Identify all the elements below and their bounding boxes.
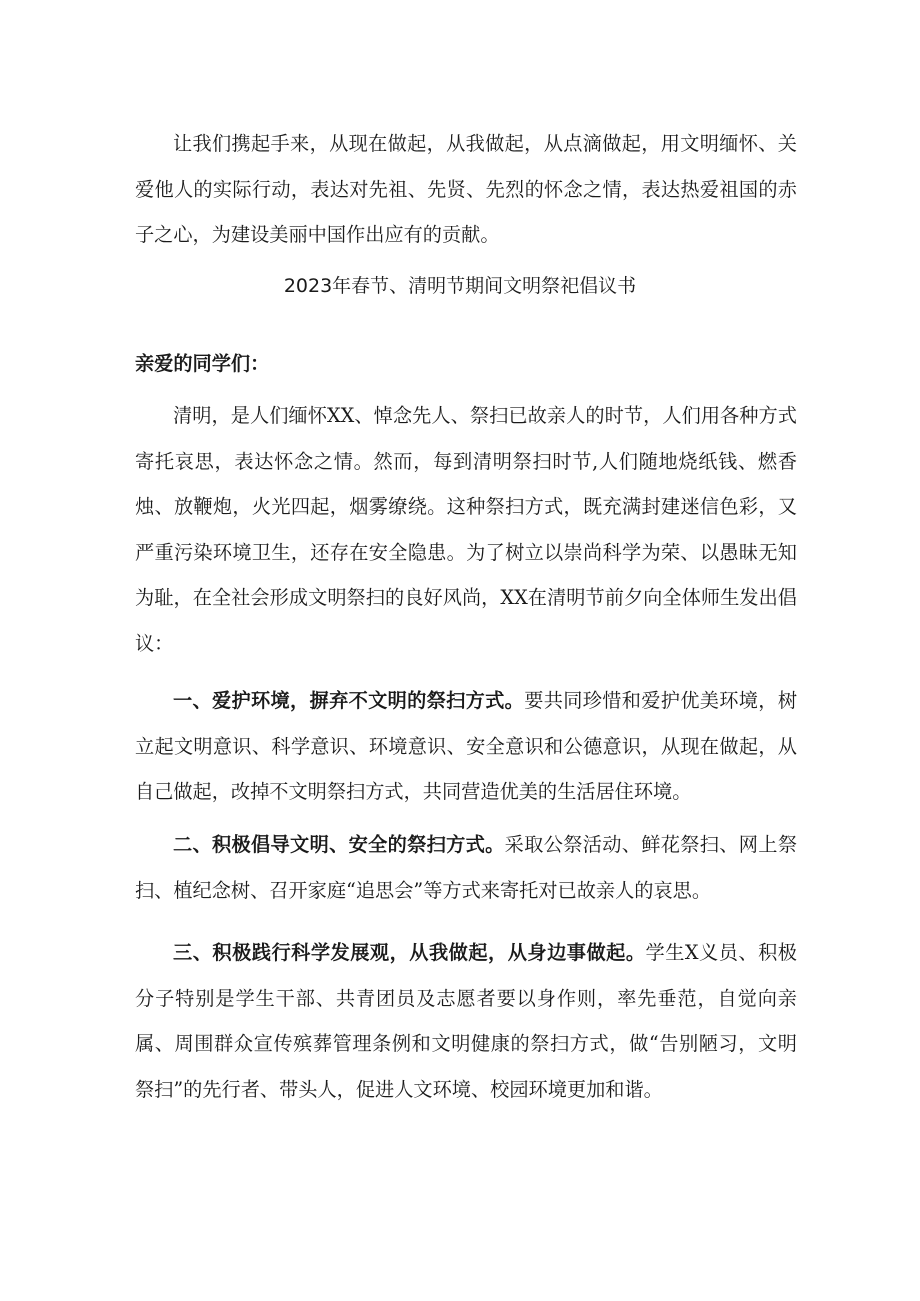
intro-paragraph: 清明，是人们缅怀XX、悼念先人、祭扫已故亲人的时节，人们用各种方式寄托哀思，表达怀念之情。然而，每到清明祭扫时节,人们随地烧纸钱、燃香烛、放鞭炮，火光四起，烟雾缭绕。这种祭扫方式，既充满封建迷信色彩，又严重污染环境卫生，还存在安全隐患。为了树立以崇尚科学为荣、以愚昧无知为耻，在全社会形成文明祭扫的良好风尚，XX在清明节前夕向全体师生发出倡议： xyxy=(135,404,797,655)
item-body-2: 采取公祭活动、鲜花祭扫、网上祭扫、植纪念树、召开家庭“追思会”等方式来寄托对已故亲人的哀思。 xyxy=(135,833,797,902)
item-body-3: 学生X义员、积极分子特别是学生干部、共青团员及志愿者要以身作则，率先垂范，自觉向亲属、周围群众宣传殡葬管理条例和文明健康的祭扫方式，做“告别陋习，文明祭扫”的先行者、带头人，促进人文环境、校园环境更加和谐。 xyxy=(135,941,797,1101)
item-paragraph-1 xyxy=(135,678,797,815)
document-title: 2023年春节、清明节期间文明祭祀倡议书 xyxy=(283,275,637,297)
continuation-paragraph: 让我们携起手来，从现在做起，从我做起，从点滴做起，用文明缅怀、关爱他人的实际行动，表达对先祖、先贤、先烈的怀念之情，表达热爱祖国的赤子之心，为建设美丽中国作出应有的贡献。 xyxy=(135,132,797,246)
item-paragraph-3 xyxy=(135,930,797,1112)
item-body-1: 要共同珍惜和爱护优美环境，树立起文明意识、科学意识、环境意识、安全意识和公德意识，从现在做起，从自己做起，改掉不文明祭扫方式，共同营造优美的生活居住环境。 xyxy=(135,689,798,803)
item-paragraph-2 xyxy=(135,822,797,913)
greeting: 亲爱的同学们： xyxy=(135,352,270,375)
item-heading-3: 三、积极践行科学发展观，从我做起，从身边事做起。 xyxy=(173,941,646,964)
item-heading-1: 一、爱护环境，摒弃不文明的祭扫方式。 xyxy=(173,689,525,712)
item-heading-2: 二、积极倡导文明、安全的祭扫方式。 xyxy=(173,833,505,856)
